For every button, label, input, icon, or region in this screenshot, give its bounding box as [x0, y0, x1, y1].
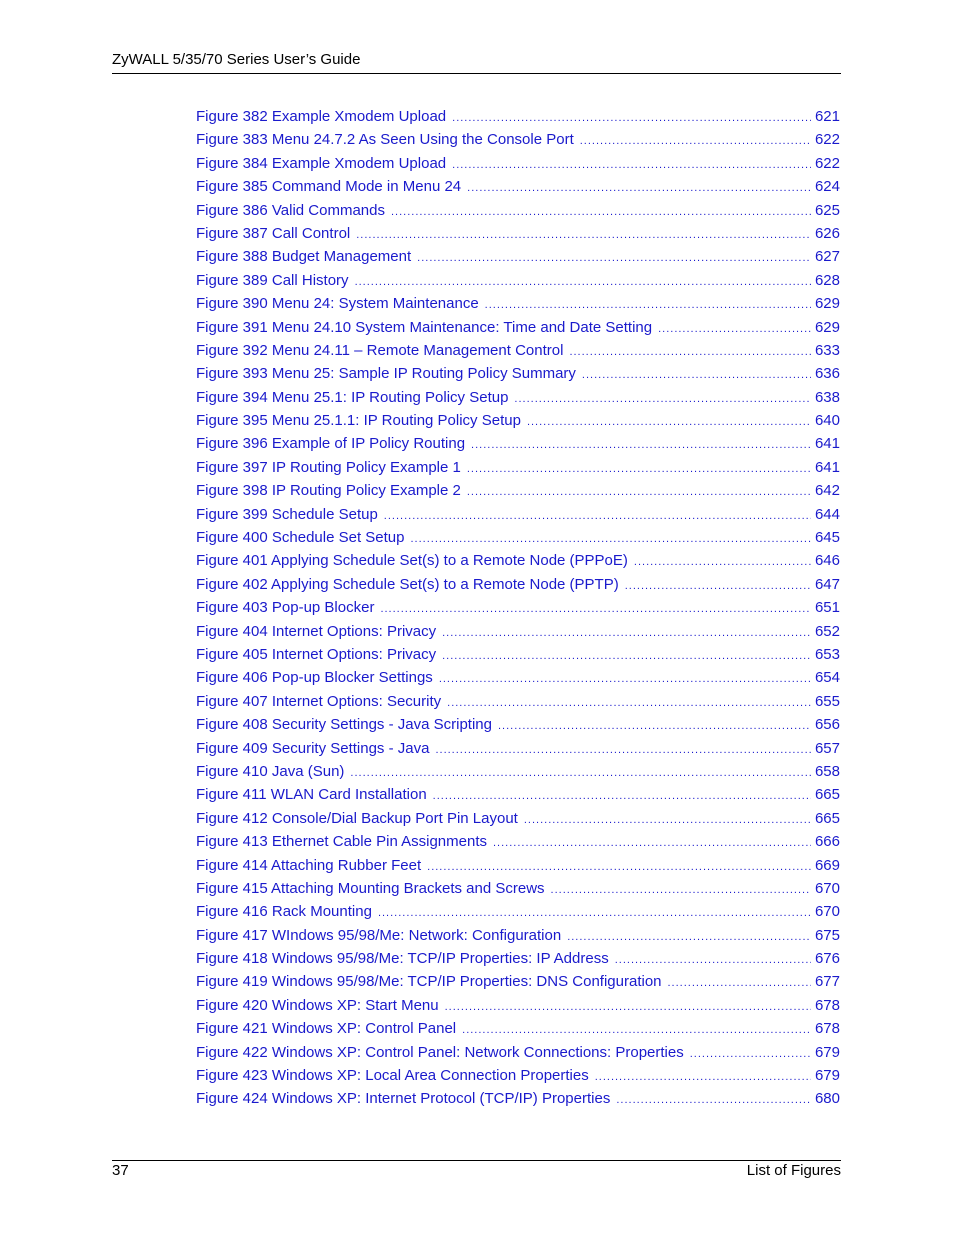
figure-title-link[interactable]: Figure 393 Menu 25: Sample IP Routing Policy Summary — [196, 365, 576, 383]
page-number-link[interactable]: 669 — [814, 856, 840, 874]
dot-leader — [471, 434, 811, 455]
toc-entry[interactable] — [196, 526, 840, 549]
page-number-link[interactable]: 656 — [814, 716, 840, 734]
toc-entry[interactable] — [196, 1087, 840, 1110]
page-number-link[interactable]: 647 — [814, 575, 840, 593]
page-number-link[interactable]: 676 — [814, 950, 840, 968]
dot-leader — [417, 247, 811, 268]
dot-leader — [452, 154, 811, 175]
dot-leader — [356, 224, 811, 245]
dot-leader — [452, 107, 811, 128]
toc-entry[interactable] — [196, 900, 840, 923]
page-number-link[interactable]: 628 — [814, 271, 840, 289]
page-number-link[interactable]: 653 — [814, 645, 840, 663]
dot-leader — [435, 739, 811, 760]
figure-title-link[interactable]: Figure 412 Console/Dial Backup Port Pin Layout — [196, 809, 518, 827]
figure-title-link[interactable]: Figure 419 Windows 95/98/Me: TCP/IP Properties: DNS Configuration — [196, 973, 662, 991]
dot-leader — [410, 528, 810, 549]
toc-entry[interactable] — [196, 456, 840, 479]
figure-title-link[interactable]: Figure 413 Ethernet Cable Pin Assignments — [196, 833, 487, 851]
figure-title-link[interactable]: Figure 398 IP Routing Policy Example 2 — [196, 482, 461, 500]
figure-title-link[interactable]: Figure 408 Security Settings - Java Scripting — [196, 716, 492, 734]
dot-leader — [467, 458, 811, 479]
page-number-link[interactable]: 665 — [814, 809, 840, 827]
dot-leader — [498, 715, 811, 736]
figure-title-link[interactable]: Figure 417 WIndows 95/98/Me: Network: Configuration — [196, 926, 562, 944]
page-number-link[interactable]: 651 — [814, 599, 840, 617]
figure-title-link[interactable]: Figure 382 Example Xmodem Upload — [196, 108, 447, 125]
dot-leader — [391, 201, 811, 222]
toc-entry[interactable] — [196, 994, 840, 1017]
figure-title-link[interactable]: Figure 385 Command Mode in Menu 24 — [196, 178, 462, 196]
figure-title-link[interactable]: Figure 410 Java (Sun) — [196, 762, 345, 780]
figure-title-link[interactable]: Figure 423 Windows XP: Local Area Connection Properties — [196, 1067, 589, 1085]
page-number-link[interactable]: 629 — [814, 318, 840, 336]
figure-title-link[interactable]: Figure 399 Schedule Setup — [196, 505, 378, 523]
page-number-link[interactable]: 624 — [814, 178, 840, 196]
dot-leader — [634, 551, 811, 572]
toc-entry[interactable] — [196, 152, 840, 175]
page-number-link[interactable]: 641 — [814, 435, 840, 453]
toc-entry[interactable] — [196, 128, 840, 151]
dot-leader — [442, 622, 811, 643]
figure-title-link[interactable]: Figure 384 Example Xmodem Upload — [196, 154, 447, 172]
toc-entry[interactable] — [196, 292, 840, 315]
page-number-link[interactable]: 641 — [814, 458, 840, 476]
figure-title-link[interactable]: Figure 397 IP Routing Policy Example 1 — [196, 458, 461, 476]
toc-entry[interactable] — [196, 339, 840, 362]
page-number: 37 — [112, 1162, 129, 1179]
figure-title-link[interactable]: Figure 383 Menu 24.7.2 As Seen Using the Console Port — [196, 131, 574, 149]
dot-leader — [355, 271, 811, 292]
toc-entry[interactable] — [196, 386, 840, 409]
dot-leader — [625, 575, 811, 596]
page-number-link[interactable]: 638 — [814, 388, 840, 406]
dot-leader — [582, 364, 811, 385]
toc-entry[interactable] — [196, 620, 840, 643]
toc-entry[interactable] — [196, 1041, 840, 1064]
figure-title-link[interactable]: Figure 403 Pop-up Blocker — [196, 599, 375, 617]
dot-leader — [462, 1019, 811, 1040]
dot-leader — [442, 645, 811, 666]
page-number-link[interactable]: 654 — [814, 669, 840, 687]
page-number-link[interactable]: 625 — [814, 201, 840, 219]
dot-leader — [668, 972, 811, 993]
page-number-link[interactable]: 652 — [814, 622, 840, 640]
dot-leader — [493, 832, 811, 853]
figure-title-link[interactable]: Figure 387 Call Control — [196, 224, 351, 242]
figure-title-link[interactable]: Figure 407 Internet Options: Security — [196, 692, 442, 710]
dot-leader — [427, 856, 811, 877]
figure-title-link[interactable]: Figure 405 Internet Options: Privacy — [196, 645, 437, 663]
toc-entry[interactable] — [196, 970, 840, 993]
figure-title-link[interactable]: Figure 404 Internet Options: Privacy — [196, 622, 437, 640]
figure-title-link[interactable]: Figure 401 Applying Schedule Set(s) to a Remote Node (PPPoE) — [196, 552, 628, 570]
page-number-link[interactable]: 675 — [814, 926, 840, 944]
dot-leader — [380, 598, 811, 619]
toc-entry[interactable] — [196, 783, 840, 806]
dot-leader — [524, 809, 811, 830]
page-number-link[interactable]: 655 — [814, 692, 840, 710]
toc-entry[interactable] — [196, 105, 840, 128]
dot-leader — [350, 762, 811, 783]
header-divider — [112, 73, 841, 74]
figure-title-link[interactable]: Figure 418 Windows 95/98/Me: TCP/IP Properties: IP Address — [196, 950, 609, 968]
dot-leader — [433, 785, 811, 806]
dot-leader — [439, 668, 811, 689]
figure-title-link[interactable]: Figure 394 Menu 25.1: IP Routing Policy Setup — [196, 388, 509, 406]
toc-entry[interactable] — [196, 666, 840, 689]
dot-leader — [567, 926, 811, 947]
page-number-link[interactable]: 622 — [814, 154, 840, 172]
page-number-link[interactable]: 678 — [814, 1020, 840, 1038]
page-number-link[interactable]: 670 — [814, 903, 840, 921]
toc-entry[interactable] — [196, 269, 840, 292]
dot-leader — [445, 996, 811, 1017]
figure-title-link[interactable]: Figure 411 WLAN Card Installation — [196, 786, 427, 804]
page-number-link[interactable]: 646 — [814, 552, 840, 570]
figure-title-link[interactable]: Figure 416 Rack Mounting — [196, 903, 372, 921]
page-number-link[interactable]: 626 — [814, 224, 840, 242]
dot-leader — [595, 1066, 811, 1087]
toc-entry[interactable] — [196, 737, 840, 760]
figure-title-link[interactable]: Figure 414 Attaching Rubber Feet — [196, 856, 422, 874]
dot-leader — [384, 505, 811, 526]
dot-leader — [527, 411, 811, 432]
figure-title-link[interactable]: Figure 389 Call History — [196, 271, 349, 289]
figure-title-link[interactable]: Figure 388 Budget Management — [196, 248, 412, 266]
figure-title-link[interactable]: Figure 391 Menu 24.10 System Maintenance: Time and Date Setting — [196, 318, 653, 336]
page-footer — [112, 1161, 841, 1181]
figure-title-link[interactable]: Figure 392 Menu 24.11 – Remote Management Control — [196, 341, 564, 359]
page-number-link[interactable]: 644 — [814, 505, 840, 523]
page-number-link[interactable]: 670 — [814, 879, 840, 897]
dot-leader — [485, 294, 811, 315]
dot-leader — [447, 692, 811, 713]
page-number-link[interactable]: 680 — [814, 1090, 840, 1108]
figure-title-link[interactable]: Figure 386 Valid Commands — [196, 201, 385, 219]
page-number-link[interactable]: 678 — [814, 996, 840, 1014]
figure-title-link[interactable]: Figure 420 Windows XP: Start Menu — [196, 996, 439, 1014]
list-of-figures — [196, 105, 840, 1111]
dot-leader — [569, 341, 811, 362]
toc-entry[interactable] — [196, 432, 840, 455]
toc-entry[interactable] — [196, 175, 840, 198]
toc-entry[interactable] — [196, 643, 840, 666]
page-number-link[interactable]: 633 — [814, 341, 840, 359]
toc-entry[interactable] — [196, 596, 840, 619]
figure-title-link[interactable]: Figure 409 Security Settings - Java — [196, 739, 430, 757]
toc-entry[interactable] — [196, 807, 840, 830]
dot-leader — [467, 177, 811, 198]
toc-entry[interactable] — [196, 479, 840, 502]
toc-entry[interactable] — [196, 1064, 840, 1087]
page-number-link[interactable]: 627 — [814, 248, 840, 266]
page-number-link[interactable]: 679 — [814, 1043, 840, 1061]
running-header: ZyWALL 5/35/70 Series User’s Guide — [112, 51, 361, 68]
toc-entry[interactable] — [196, 245, 840, 268]
toc-entry[interactable] — [196, 877, 840, 900]
page-number-link[interactable]: 677 — [814, 973, 840, 991]
toc-entry[interactable] — [196, 222, 840, 245]
dot-leader — [658, 318, 811, 339]
toc-entry[interactable] — [196, 924, 840, 947]
toc-entry[interactable] — [196, 713, 840, 736]
figure-title-link[interactable]: Figure 406 Pop-up Blocker Settings — [196, 669, 433, 687]
figure-title-link[interactable]: Figure 396 Example of IP Policy Routing — [196, 435, 466, 453]
figure-title-link[interactable]: Figure 402 Applying Schedule Set(s) to a Remote Node (PPTP) — [196, 575, 619, 593]
page-number-link[interactable]: 642 — [814, 482, 840, 500]
page-number-link[interactable]: 636 — [814, 365, 840, 383]
page-number-link[interactable]: 640 — [814, 412, 840, 430]
dot-leader — [690, 1043, 811, 1064]
toc-entry[interactable] — [196, 760, 840, 783]
page-number-link[interactable]: 622 — [814, 131, 840, 149]
dot-leader — [378, 902, 811, 923]
toc-entry[interactable] — [196, 549, 840, 572]
figure-title-link[interactable]: Figure 400 Schedule Set Setup — [196, 529, 405, 547]
dot-leader — [615, 949, 811, 970]
toc-entry[interactable] — [196, 830, 840, 853]
figure-title-link[interactable]: Figure 415 Attaching Mounting Brackets and Screws — [196, 879, 545, 897]
figure-title-link[interactable]: Figure 395 Menu 25.1.1: IP Routing Policy Setup — [196, 412, 521, 430]
dot-leader — [551, 879, 811, 900]
page-number-link[interactable]: 657 — [814, 739, 840, 757]
page-number-link[interactable]: 645 — [814, 529, 840, 547]
page-number-link[interactable]: 658 — [814, 762, 840, 780]
toc-entry[interactable] — [196, 690, 840, 713]
dot-leader — [514, 388, 811, 409]
toc-entry[interactable] — [196, 1017, 840, 1040]
toc-entry[interactable] — [196, 409, 840, 432]
toc-entry[interactable] — [196, 503, 840, 526]
page-number-link[interactable]: 666 — [814, 833, 840, 851]
page-number-link[interactable]: 621 — [814, 108, 840, 125]
page-number-link[interactable]: 629 — [814, 295, 840, 313]
page-number-link[interactable]: 679 — [814, 1067, 840, 1085]
toc-entry[interactable] — [196, 316, 840, 339]
toc-entry[interactable] — [196, 573, 840, 596]
figure-title-link[interactable]: Figure 422 Windows XP: Control Panel: Network Connections: Properties — [196, 1043, 684, 1061]
toc-entry[interactable] — [196, 199, 840, 222]
toc-entry[interactable] — [196, 854, 840, 877]
page-number-link[interactable]: 665 — [814, 786, 840, 804]
toc-entry[interactable] — [196, 947, 840, 970]
section-title: List of Figures — [746, 1162, 841, 1179]
dot-leader — [616, 1089, 811, 1110]
figure-title-link[interactable]: Figure 421 Windows XP: Control Panel — [196, 1020, 457, 1038]
toc-entry[interactable] — [196, 362, 840, 385]
figure-title-link[interactable]: Figure 390 Menu 24: System Maintenance — [196, 295, 479, 313]
figure-title-link[interactable]: Figure 424 Windows XP: Internet Protocol (TCP/IP) Properties — [196, 1090, 611, 1108]
dot-leader — [467, 481, 811, 502]
dot-leader — [580, 130, 811, 151]
